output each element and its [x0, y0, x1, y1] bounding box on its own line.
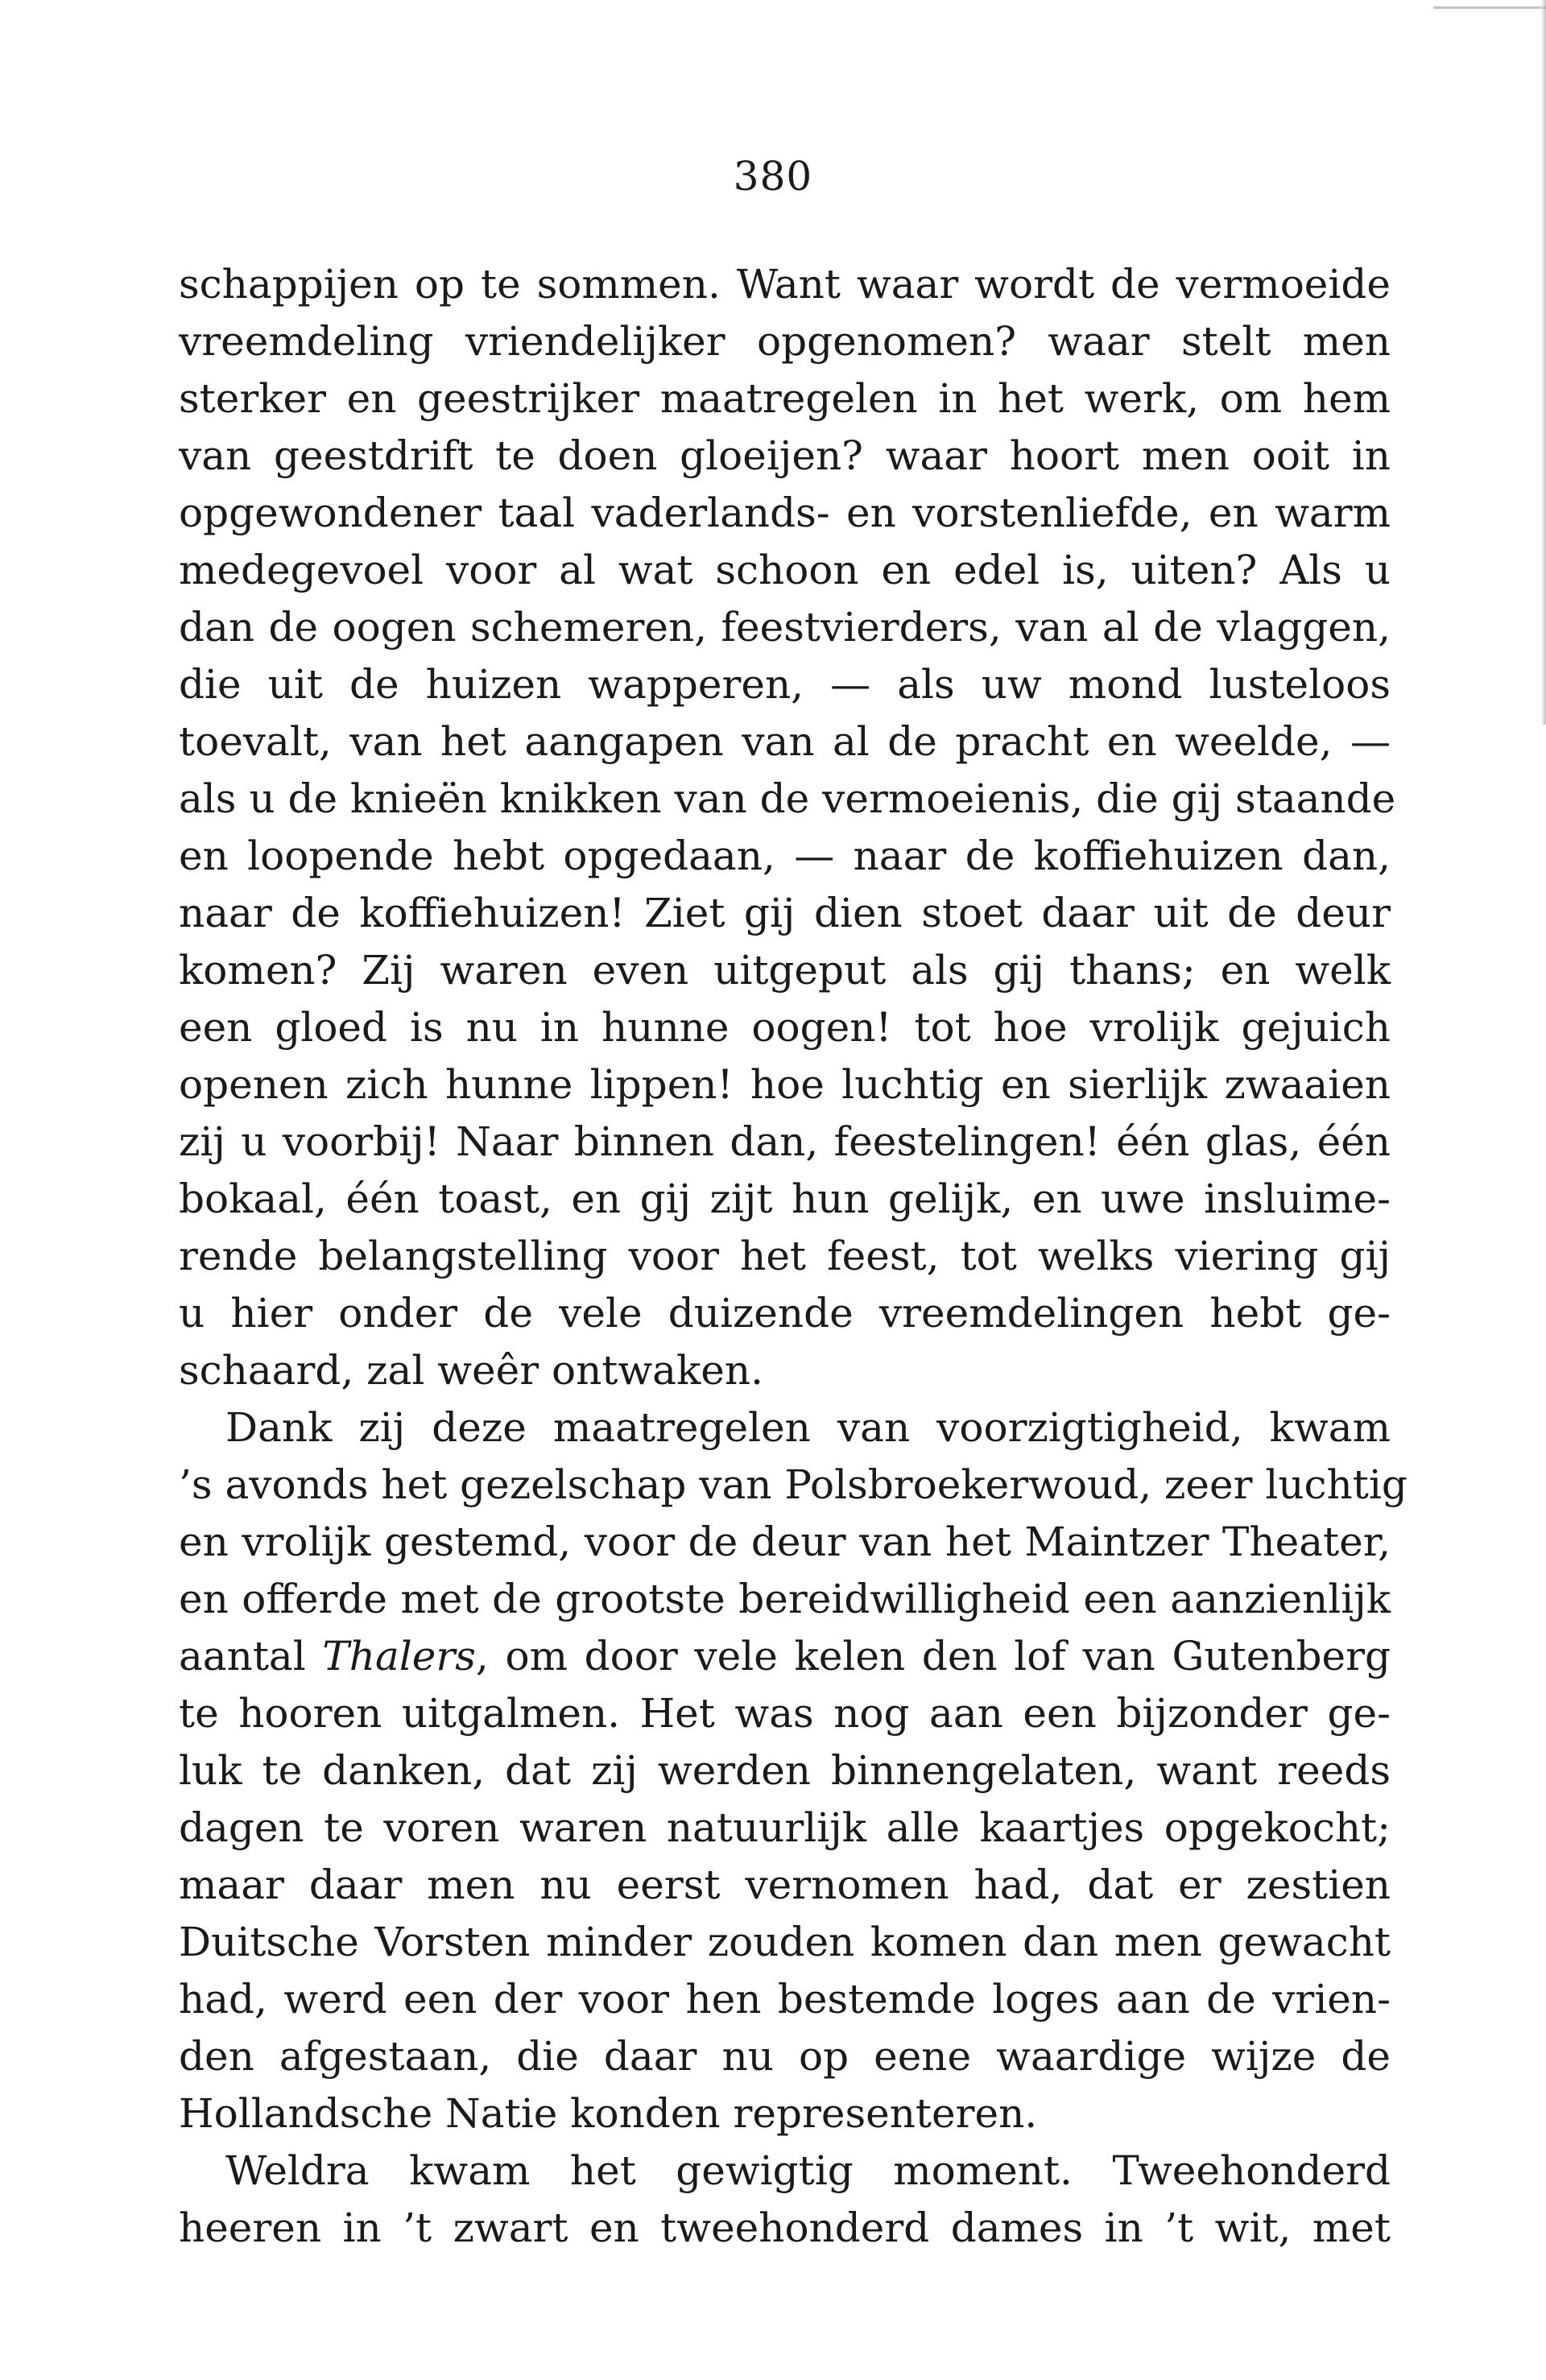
text-line: als u de knieën knikken van de vermoeienis, die gij staande — [179, 775, 1396, 822]
page-number: 380 — [733, 153, 813, 200]
text-segment: aantal — [179, 1633, 323, 1680]
paragraph-3 — [179, 2142, 1391, 2257]
text-line: Weldra kwam het gewigtig moment. Tweehonderd — [225, 2147, 1391, 2194]
text-line: komen? Zij waren even uitgeput als gij thans; en welk — [179, 947, 1391, 994]
text-line: maar daar men nu eerst vernomen had, dat er zestien — [179, 1861, 1391, 1908]
text-line: rende belangstelling voor het feest, tot welks viering gij — [179, 1233, 1391, 1279]
text-line: openen zich hunne lippen! hoe luchtig en sierlijk zwaaien — [179, 1061, 1391, 1108]
text-line: en vrolijk gestemd, voor de deur van het Maintzer Theater, — [179, 1518, 1391, 1565]
text-line: schaard, zal weêr ontwaken. — [179, 1347, 763, 1394]
text-line: te hooren uitgalmen. Het was nog aan een bijzonder ge- — [179, 1690, 1391, 1737]
text-line: een gloed is nu in hunne oogen! tot hoe vrolijk gejuich — [179, 1004, 1391, 1051]
text-line: sterker en geestrijker maatregelen in het werk, om hem — [179, 375, 1391, 422]
text-line: Dank zij deze maatregelen van voorzigtigheid, kwam — [225, 1404, 1391, 1451]
text-line: Hollandsche Natie konden representeren. — [179, 2090, 1038, 2137]
italic-word-thalers: Thalers — [322, 1633, 476, 1680]
text-line: vreemdeling vriendelijker opgenomen? waar stelt men — [179, 318, 1391, 365]
text-line: den afgestaan, die daar nu op eene waardige wijze de — [179, 2033, 1391, 2080]
text-segment: , om door vele kelen den lof van Gutenberg — [475, 1633, 1391, 1680]
text-line: had, werd een der voor hen bestemde loges aan de vrien- — [179, 1976, 1391, 2023]
page-edge-shadow-right — [1541, 0, 1546, 725]
text-line: medegevoel voor al wat schoon en edel is, uiten? Als u — [179, 547, 1391, 593]
text-line: naar de koffiehuizen! Ziet gij dien stoet daar uit de deur — [179, 890, 1391, 936]
text-line: luk te danken, dat zij werden binnengelaten, want reeds — [179, 1747, 1391, 1794]
text-line: ’s avonds het gezelschap van Polsbroekerwoud, zeer luchtig — [179, 1461, 1408, 1508]
paragraph-2 — [179, 1399, 1408, 2142]
text-line: dagen te voren waren natuurlijk alle kaartjes opgekocht; — [179, 1804, 1391, 1851]
text-line: die uit de huizen wapperen, — als uw mond lusteloos — [179, 661, 1391, 708]
text-line: opgewondener taal vaderlands- en vorstenliefde, en warm — [179, 490, 1391, 536]
text-line: bokaal, één toast, en gij zijt hun gelijk, en uwe insluime- — [179, 1176, 1391, 1222]
text-line: van geestdrift te doen gloeijen? waar hoort men ooit in — [179, 432, 1391, 479]
paragraph-1 — [179, 256, 1396, 1399]
text-line: heeren in ’t zwart en tweehonderd dames in ’t wit, met — [179, 2204, 1391, 2251]
page-edge-shadow-top — [1433, 6, 1546, 9]
text-line: toevalt, van het aangapen van al de pracht en weelde, — — [179, 718, 1391, 765]
text-line-with-italic — [179, 1628, 1391, 1685]
text-line: en offerde met de grootste bereidwilligheid een aanzienlijk — [179, 1576, 1391, 1622]
text-line: dan de oogen schemeren, feestvierders, van al de vlaggen, — [179, 604, 1391, 651]
text-line: en loopende hebt opgedaan, — naar de koffiehuizen dan, — [179, 833, 1391, 879]
body-text — [179, 256, 1408, 2257]
text-line: zij u voorbij! Naar binnen dan, feestelingen! één glas, één — [179, 1118, 1391, 1165]
text-line: schappijen op te sommen. Want waar wordt de vermoeide — [179, 261, 1391, 308]
text-line: u hier onder de vele duizende vreemdelingen hebt ge- — [179, 1290, 1391, 1337]
text-line: Duitsche Vorsten minder zouden komen dan men gewacht — [179, 1919, 1391, 1965]
